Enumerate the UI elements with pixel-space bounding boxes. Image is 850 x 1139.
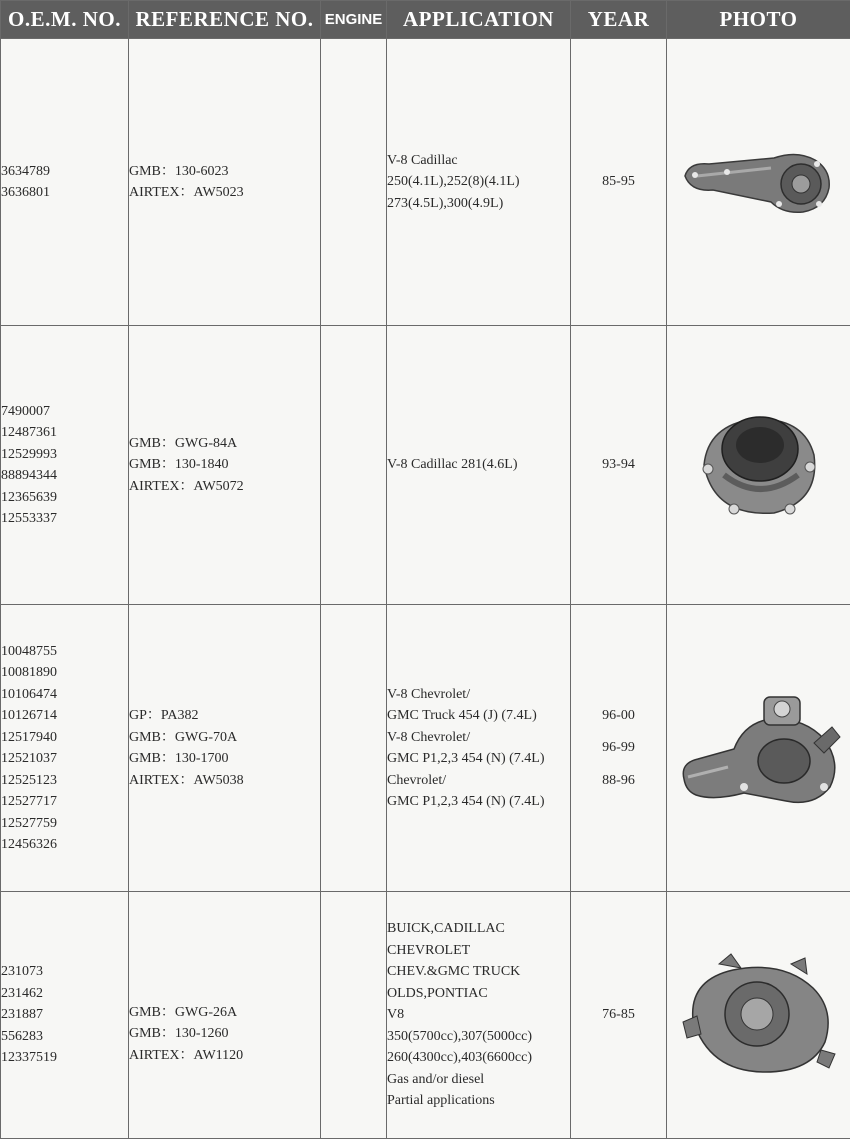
oem-number: 556283 bbox=[1, 1026, 128, 1048]
reference-number: AIRTEX：AW5072 bbox=[129, 476, 320, 498]
reference-cell bbox=[129, 892, 321, 1139]
application-line: GMC P1,2,3 454 (N) (7.4L) bbox=[387, 748, 570, 770]
oem-number: 3634789 bbox=[1, 161, 128, 183]
application-cell bbox=[387, 892, 571, 1139]
year-range: 93-94 bbox=[571, 454, 666, 476]
application-cell bbox=[387, 326, 571, 605]
water-pump-photo bbox=[679, 142, 839, 222]
photo-cell bbox=[667, 605, 850, 892]
oem-cell bbox=[1, 892, 129, 1139]
oem-number: 231462 bbox=[1, 983, 128, 1005]
application-line: CHEVROLET bbox=[387, 940, 570, 962]
header-year: YEAR bbox=[571, 1, 667, 39]
application-line: Partial applications bbox=[387, 1090, 570, 1112]
header-photo: PHOTO bbox=[667, 1, 850, 39]
reference-number: GMB：GWG-26A bbox=[129, 1002, 320, 1024]
reference-number: GMB：130-1700 bbox=[129, 748, 320, 770]
application-line: GMC P1,2,3 454 (N) (7.4L) bbox=[387, 791, 570, 813]
engine-cell bbox=[321, 39, 387, 326]
year-cell bbox=[571, 892, 667, 1139]
photo-cell bbox=[667, 39, 850, 326]
application-line: 350(5700cc),307(5000cc) bbox=[387, 1026, 570, 1048]
application-line: V-8 Chevrolet/ bbox=[387, 684, 570, 706]
reference-number: GP：PA382 bbox=[129, 705, 320, 727]
application-cell bbox=[387, 39, 571, 326]
application-line: Chevrolet/ bbox=[387, 770, 570, 792]
oem-cell bbox=[1, 39, 129, 326]
header-reference: REFERENCE NO. bbox=[129, 1, 321, 39]
oem-number: 12527759 bbox=[1, 813, 128, 835]
oem-number: 10048755 bbox=[1, 641, 128, 663]
oem-number: 12521037 bbox=[1, 748, 128, 770]
oem-number: 12525123 bbox=[1, 770, 128, 792]
application-line: OLDS,PONTIAC bbox=[387, 983, 570, 1005]
year-range: 76-85 bbox=[571, 1004, 666, 1026]
application-line: V-8 Chevrolet/ bbox=[387, 727, 570, 749]
oem-cell bbox=[1, 326, 129, 605]
oem-number: 12527717 bbox=[1, 791, 128, 813]
reference-number: AIRTEX：AW5023 bbox=[129, 182, 320, 204]
year-range: 85-95 bbox=[571, 171, 666, 193]
application-line: GMC Truck 454 (J) (7.4L) bbox=[387, 705, 570, 727]
photo-cell bbox=[667, 892, 850, 1139]
year-cell bbox=[571, 326, 667, 605]
reference-cell bbox=[129, 326, 321, 605]
year-cell bbox=[571, 39, 667, 326]
reference-number: GMB：130-6023 bbox=[129, 161, 320, 183]
engine-cell bbox=[321, 326, 387, 605]
application-line: 250(4.1L),252(8)(4.1L) bbox=[387, 171, 570, 193]
oem-number: 10081890 bbox=[1, 662, 128, 684]
engine-cell bbox=[321, 605, 387, 892]
oem-number: 3636801 bbox=[1, 182, 128, 204]
header-application: APPLICATION bbox=[387, 1, 571, 39]
oem-number: 7490007 bbox=[1, 401, 128, 423]
oem-number: 12365639 bbox=[1, 487, 128, 509]
reference-number: AIRTEX：AW1120 bbox=[129, 1045, 320, 1067]
photo-cell bbox=[667, 326, 850, 605]
oem-number: 12337519 bbox=[1, 1047, 128, 1069]
water-pump-photo bbox=[694, 405, 824, 525]
application-line: V8 bbox=[387, 1004, 570, 1026]
application-line: BUICK,CADILLAC bbox=[387, 918, 570, 940]
header-engine: ENGINE bbox=[321, 1, 387, 39]
reference-number: AIRTEX：AW5038 bbox=[129, 770, 320, 792]
application-line: 273(4.5L),300(4.9L) bbox=[387, 193, 570, 215]
table-row bbox=[1, 39, 850, 326]
oem-number: 12517940 bbox=[1, 727, 128, 749]
oem-number: 12529993 bbox=[1, 444, 128, 466]
reference-number: GMB：130-1840 bbox=[129, 454, 320, 476]
oem-number: 10126714 bbox=[1, 705, 128, 727]
oem-number: 88894344 bbox=[1, 465, 128, 487]
year-range: 96-00 bbox=[571, 705, 666, 727]
oem-cell bbox=[1, 605, 129, 892]
table-row bbox=[1, 892, 850, 1139]
reference-number: GMB：GWG-70A bbox=[129, 727, 320, 749]
application-line: V-8 Cadillac bbox=[387, 150, 570, 172]
oem-number: 12456326 bbox=[1, 834, 128, 856]
application-line: 260(4300cc),403(6600cc) bbox=[387, 1047, 570, 1069]
year-range: 96-99 bbox=[571, 737, 666, 759]
application-line: Gas and/or diesel bbox=[387, 1069, 570, 1091]
oem-number: 12487361 bbox=[1, 422, 128, 444]
application-line: V-8 Cadillac 281(4.6L) bbox=[387, 454, 570, 476]
reference-number: GMB：GWG-84A bbox=[129, 433, 320, 455]
oem-number: 231887 bbox=[1, 1004, 128, 1026]
water-pump-photo bbox=[674, 683, 844, 813]
reference-number: GMB：130-1260 bbox=[129, 1023, 320, 1045]
year-range: 88-96 bbox=[571, 770, 666, 792]
header-oem: O.E.M. NO. bbox=[1, 1, 129, 39]
water-pump-photo bbox=[679, 950, 839, 1080]
reference-cell bbox=[129, 605, 321, 892]
application-line: CHEV.&GMC TRUCK bbox=[387, 961, 570, 983]
table-row bbox=[1, 326, 850, 605]
reference-cell bbox=[129, 39, 321, 326]
oem-number: 10106474 bbox=[1, 684, 128, 706]
year-cell bbox=[571, 605, 667, 892]
table-header bbox=[1, 1, 850, 39]
table-row bbox=[1, 605, 850, 892]
application-cell bbox=[387, 605, 571, 892]
engine-cell bbox=[321, 892, 387, 1139]
oem-number: 12553337 bbox=[1, 508, 128, 530]
oem-number: 231073 bbox=[1, 961, 128, 983]
